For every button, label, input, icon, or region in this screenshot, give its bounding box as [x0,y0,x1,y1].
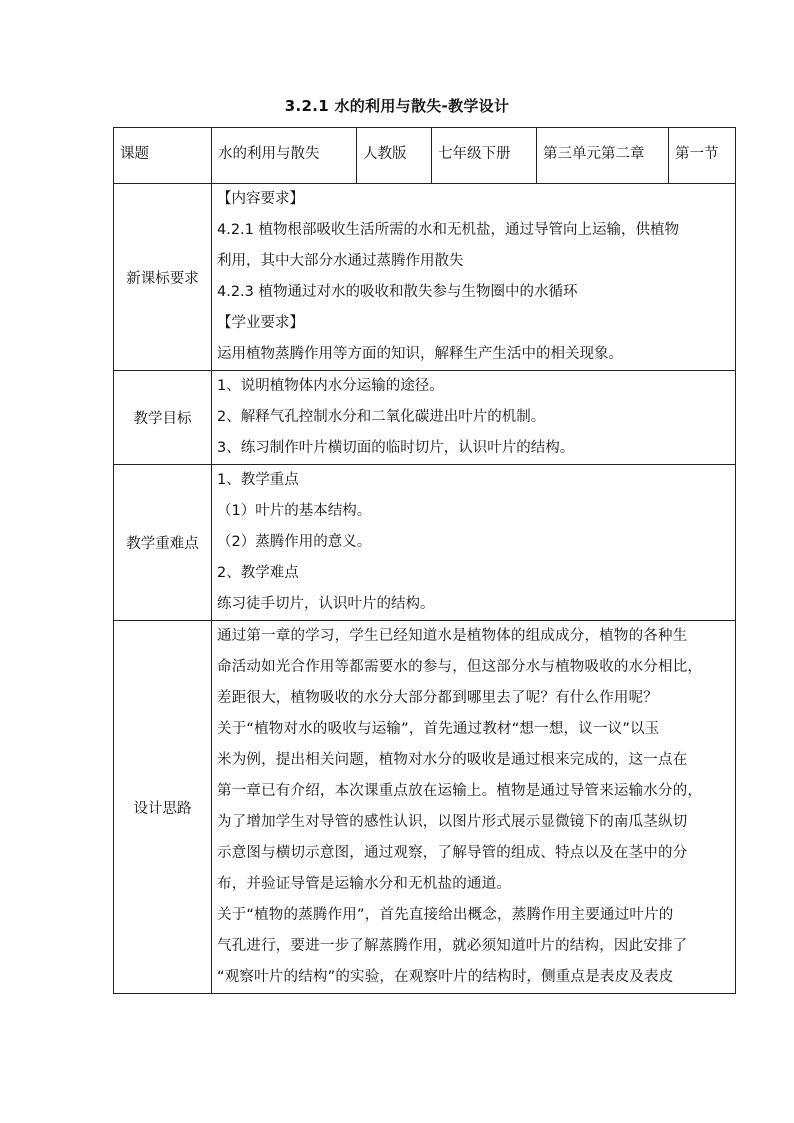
meta-cell-edition [357,128,432,184]
meta-cell-unit [537,128,669,184]
section-content [212,621,736,994]
content-line: 3、练习制作叶片横切面的临时切片，认识叶片的结构。 [217,440,575,456]
content-line: 1、教学重点 [217,472,299,488]
content-line: 命活动如光合作用等都需要水的参与，但这部分水与植物吸收的水分相比， [217,659,703,675]
content-line: 气孔进行，要进一步了解蒸腾作用，就必须知道叶片的结构，因此安排了 [217,938,688,954]
content-line: 【内容要求】 [217,191,304,207]
section-label-cell [114,465,212,621]
meta-unit: 第三单元第二章 [543,146,645,162]
content-line: 4.2.3 植物通过对水的吸收和散失参与生物圈中的水循环 [217,284,578,300]
content-line: 示意图与横切示意图，通过观察，了解导管的组成、特点以及在茎中的分 [217,845,688,861]
section-label: 设计思路 [133,800,192,817]
section-label: 教学目标 [133,411,192,427]
meta-label: 课题 [120,146,149,162]
content-line: 关于“植物的蒸腾作用”，首先直接给出概念，蒸腾作用主要通过叶片的 [217,907,674,923]
content-line: 为了增加学生对导管的感性认识，以图片形式展示显微镜下的南瓜茎纵切 [217,814,688,830]
content-line: 第一章已有介绍，本次课重点放在运输上。植物是通过导管来运输水分的， [217,783,703,799]
meta-label-cell [114,128,212,184]
content-line: 练习徒手切片，认识叶片的结构。 [217,596,435,612]
section-label: 新课标要求 [126,270,199,287]
content-line: （1）叶片的基本结构。 [217,503,372,519]
meta-section: 第一节 [675,146,719,162]
content-line: 4.2.1 植物根部吸收生活所需的水和无机盐，通过导管向上运输，供植物 [217,222,680,238]
content-line: 1、说明植物体内水分运输的途径。 [217,378,444,394]
meta-edition: 人教版 [363,146,407,162]
content-line: 【学业要求】 [217,315,304,331]
section-content [212,465,736,621]
content-line: 通过第一章的学习，学生已经知道水是植物体的组成成分，植物的各种生 [217,628,688,644]
meta-cell-grade [432,128,537,184]
content-line: 利用，其中大部分水通过蒸腾作用散失 [217,253,464,269]
section-row-standards [114,184,736,371]
section-label-cell [114,184,212,371]
section-row-design [114,621,736,994]
content-line: 2、教学难点 [217,565,299,581]
meta-cell-topic [212,128,357,184]
section-label: 教学重难点 [126,536,199,552]
content-line: 布，并验证导管是运输水分和无机盐的通道。 [217,876,511,892]
section-label-cell [114,371,212,465]
meta-grade: 七年级下册 [438,146,511,162]
content-line: 2、解释气孔控制水分和二氧化碳进出叶片的机制。 [217,409,546,425]
section-row-key-points [114,465,736,621]
meta-row [114,128,736,184]
content-line: “观察叶片的结构”的实验，在观察叶片的结构时，侧重点是表皮及表皮 [217,969,674,985]
content-line: 运用植物蒸腾作用等方面的知识，解释生产生活中的相关现象。 [217,346,623,362]
section-label-cell [114,621,212,994]
content-line: 差距很大，植物吸收的水分大部分都到哪里去了呢？有什么作用呢？ [217,690,658,706]
section-content [212,371,736,465]
meta-topic: 水的利用与散失 [218,146,320,162]
meta-cell-section [669,128,736,184]
section-content [212,184,736,371]
content-line: （2）蒸腾作用的意义。 [217,534,372,550]
section-row-objectives [114,371,736,465]
document-title: 3.2.1 水的利用与散失-教学设计 [284,97,510,115]
lesson-plan-table [113,127,736,994]
content-line: 米为例，提出相关问题，植物对水分的吸收是通过根来完成的，这一点在 [217,752,688,768]
content-line: 关于“植物对水的吸收与运输”，首先通过教材“想一想，议一议”以玉 [217,721,660,737]
